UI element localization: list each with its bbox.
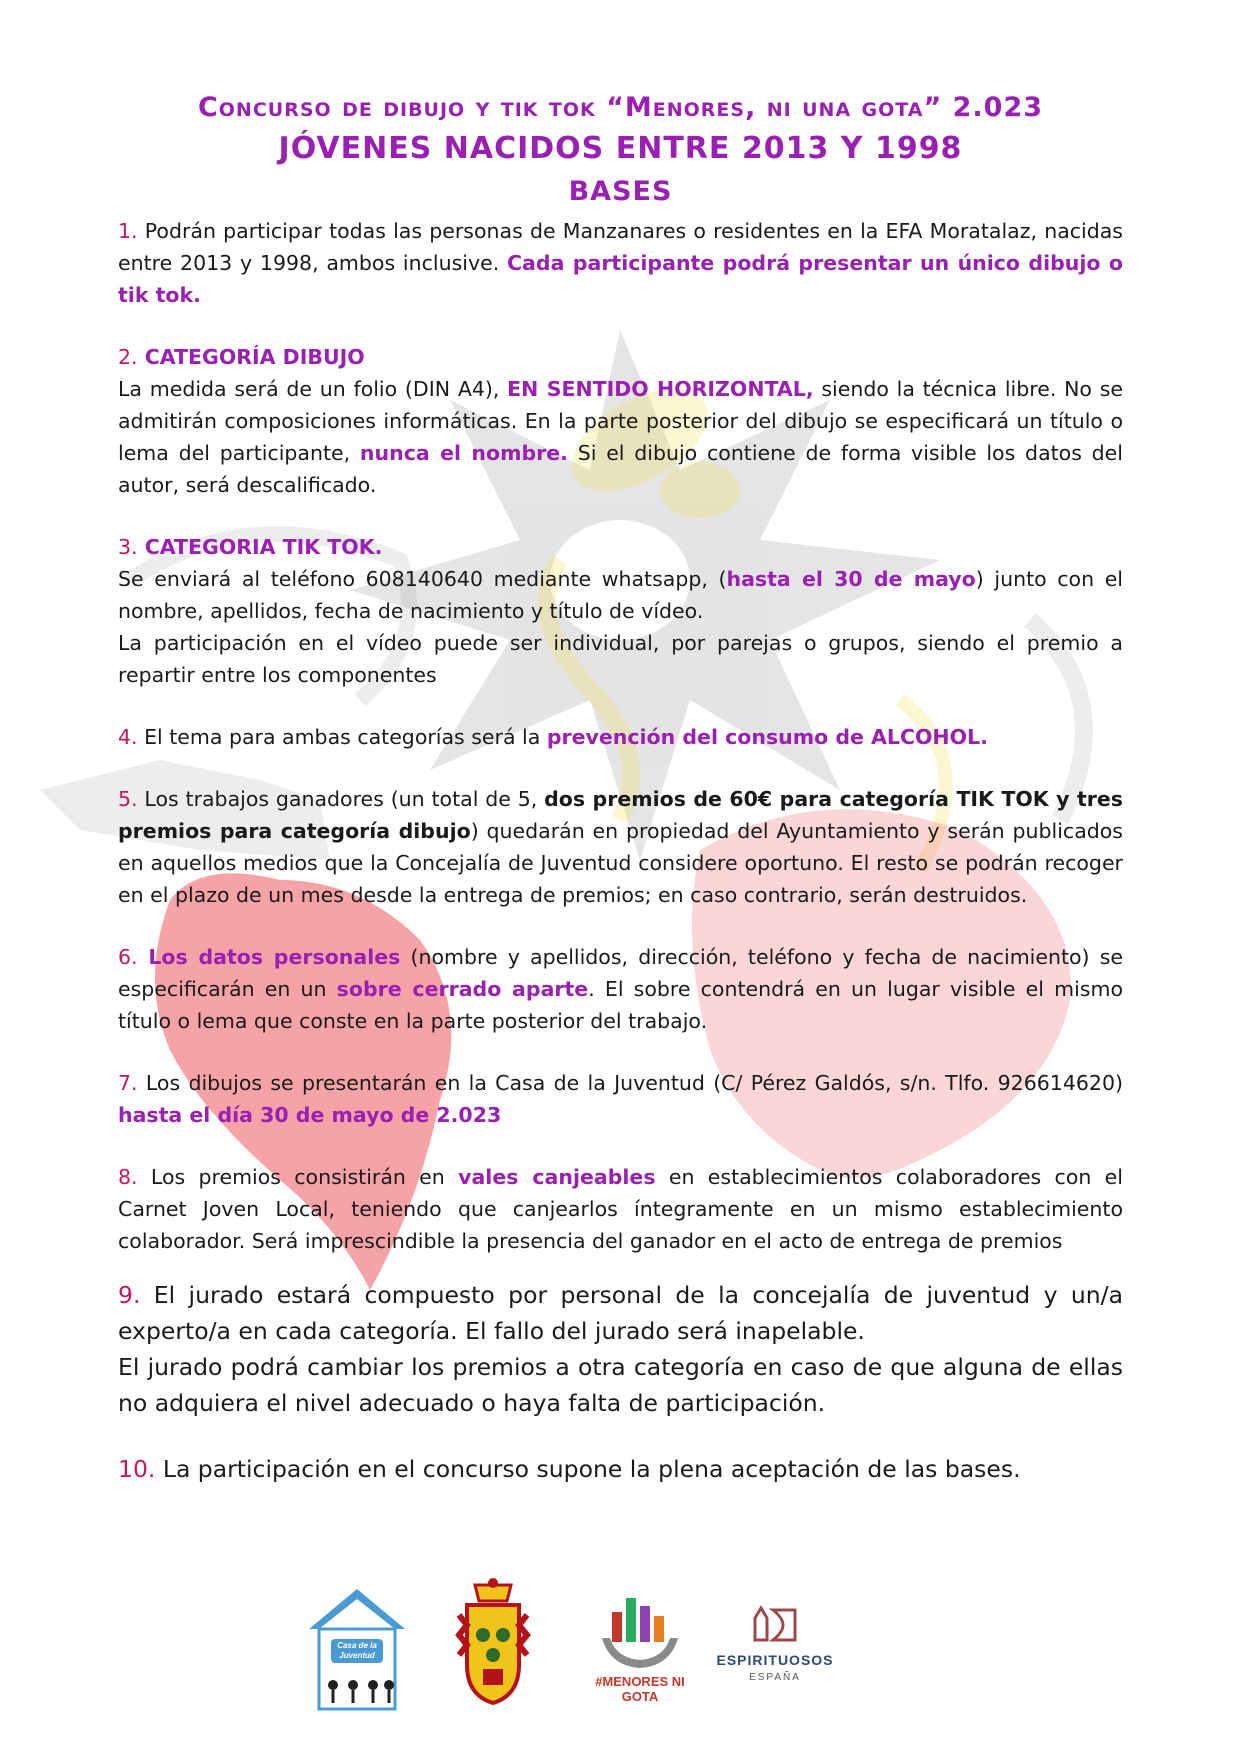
rule-number: 10. bbox=[118, 1455, 156, 1483]
rule-text: Si el dibujo contiene de forma visible los datos del autor, será descalificado. bbox=[118, 441, 1123, 497]
rule-number: 4. bbox=[118, 725, 138, 749]
rule-2-heading bbox=[118, 341, 1123, 373]
rule-1 bbox=[118, 215, 1123, 311]
rule-5 bbox=[118, 783, 1123, 911]
rule-heading: CATEGORÍA DIBUJO bbox=[137, 345, 365, 369]
rule-heading: CATEGORIA TIK TOK. bbox=[137, 535, 383, 559]
rule-text: La participación en el vídeo puede ser individual, por parejas o grupos, siendo el premio a repartir entre los componentes bbox=[118, 631, 1123, 687]
rule-text: Se enviará al teléfono 608140640 mediante whatsapp, ( bbox=[118, 567, 727, 591]
rule-9-change bbox=[118, 1349, 1123, 1421]
rule-text: El jurado podrá cambiar los premios a otra categoría en caso de que alguna de ellas no adquiera el nivel adecuado o haya falta de participación. bbox=[118, 1353, 1123, 1417]
rule-text: Los trabajos ganadores (un total de 5, bbox=[137, 787, 545, 811]
rule-number: 7. bbox=[118, 1071, 138, 1095]
rule-text: en establecimientos colaboradores con el Carnet Joven Local, teniendo que canjearlos íntegramente en un mismo establecimiento colaborador. Será imprescindible la presencia del ganador en el acto de entrega de premios bbox=[118, 1165, 1123, 1253]
rule-4 bbox=[118, 721, 1123, 753]
rule-number: 5. bbox=[118, 787, 138, 811]
rule-highlight: sobre cerrado aparte bbox=[336, 977, 589, 1001]
menores-ni-gota-label: #MENORES NI GOTA bbox=[595, 1674, 685, 1704]
rule-text: (nombre y apellidos, dirección, teléfono y fecha de nacimiento) se especificarán en un bbox=[118, 945, 1123, 1001]
rule-text: ) quedarán en propiedad del Ayuntamiento y serán publicados en aquellos medios que la Concejalía de Juventud considere oportuno. El resto se podrán recoger en el plazo de un mes desde la entrega de premios; en caso contrario, serán destruidos. bbox=[118, 819, 1123, 907]
rule-7 bbox=[118, 1067, 1123, 1131]
document-body bbox=[118, 92, 1123, 1487]
rule-number: 6. bbox=[118, 945, 138, 969]
rule-text: La medida será de un folio (DIN A4), bbox=[118, 377, 508, 401]
rule-highlight: EN SENTIDO HORIZONTAL, bbox=[507, 377, 814, 401]
rule-text: Los dibujos se presentarán en la Casa de la Juventud (C/ Pérez Galdós, s/n. Tlfo. 926614620) bbox=[137, 1071, 1123, 1095]
rule-6 bbox=[118, 941, 1123, 1037]
rule-3-participation bbox=[118, 627, 1123, 691]
rule-highlight: nunca el nombre. bbox=[359, 441, 568, 465]
rule-9 bbox=[118, 1277, 1123, 1349]
bases-title: BASES bbox=[568, 176, 673, 207]
rule-text: El tema para ambas categorías será la bbox=[137, 725, 547, 749]
rule-highlight: Cada participante podrá presentar un único dibujo o tik tok. bbox=[118, 251, 1123, 307]
rule-highlight: vales canjeables bbox=[458, 1165, 656, 1189]
sponsor-logos bbox=[0, 1570, 1240, 1730]
age-range-title: JÓVENES NACIDOS ENTRE 2013 Y 1998 bbox=[278, 131, 963, 166]
rule-number: 9. bbox=[118, 1281, 141, 1309]
manzanares-coat-of-arms bbox=[453, 1575, 533, 1715]
rule-highlight: prevención del consumo de ALCOHOL. bbox=[546, 725, 988, 749]
rule-number: 3. bbox=[118, 535, 138, 559]
rule-number: 8. bbox=[118, 1165, 138, 1189]
rule-text: ) junto con el nombre, apellidos, fecha de nacimiento y título de vídeo. bbox=[118, 567, 1123, 623]
rule-3-heading bbox=[118, 531, 1123, 563]
rule-3 bbox=[118, 563, 1123, 627]
espirituosos-espana-logo bbox=[705, 1600, 845, 1710]
menores-ni-gota-logo bbox=[595, 1582, 685, 1722]
rule-text: Los premios consistirán en bbox=[137, 1165, 459, 1189]
rule-bold: dos premios de 60€ para categoría TIK TOK y tres premios para categoría dibujo bbox=[118, 787, 1123, 843]
rule-text: siendo la técnica libre. No se admitirán composiciones informáticas. En la parte posterior del dibujo se especificará un título o lema del participante, bbox=[118, 377, 1124, 465]
rule-highlight: hasta el día 30 de mayo de 2.023 bbox=[118, 1103, 502, 1127]
rule-10 bbox=[118, 1451, 1123, 1487]
rule-text: El jurado estará compuesto por personal de la concejalía de juventud y un/a experto/a en cada categoría. El fallo del jurado será inapelable. bbox=[118, 1281, 1123, 1345]
rule-text: Podrán participar todas las personas de Manzanares o residentes en la EFA Moratalaz, nacidas entre 2013 y 1998, ambos inclusive. bbox=[118, 219, 1123, 275]
rule-highlight: hasta el 30 de mayo bbox=[726, 567, 976, 591]
rule-2 bbox=[118, 373, 1123, 501]
rule-number: 1. bbox=[118, 219, 138, 243]
contest-title: Concurso de dibujo y tik tok “Menores, ni una gota” 2.023 bbox=[197, 92, 1044, 123]
rule-text: La participación en el concurso supone la plena aceptación de las bases. bbox=[155, 1455, 1021, 1483]
espirituosos-label: ESPIRITUOSOS bbox=[716, 1652, 834, 1668]
espana-label: ESPAÑA bbox=[749, 1672, 801, 1683]
rule-text: . El sobre contendrá en un lugar visible el mismo título o lema que conste en la parte posterior del trabajo. bbox=[118, 977, 1123, 1033]
rule-number: 2. bbox=[118, 345, 138, 369]
rule-highlight: Los datos personales bbox=[137, 945, 401, 969]
rule-8 bbox=[118, 1161, 1123, 1257]
casa-juventud-logo bbox=[305, 1585, 410, 1715]
casa-juventud-label: Casa de la Juventud bbox=[337, 1641, 377, 1660]
